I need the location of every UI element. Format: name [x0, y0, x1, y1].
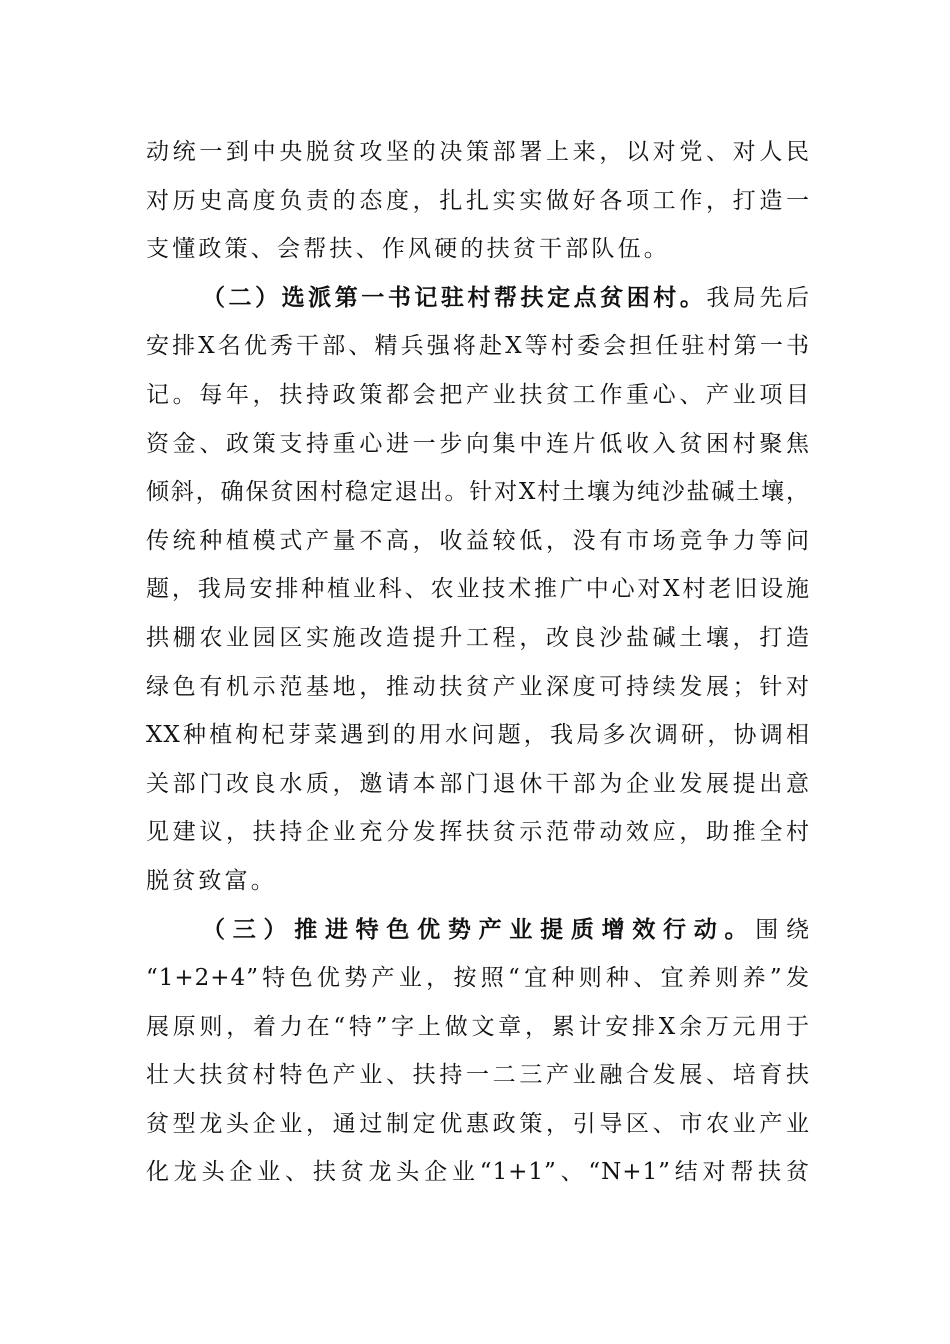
section-heading-rest: 围绕 [755, 916, 811, 943]
text-line: 倾斜，确保贫困村稳定退出。针对X村土壤为纯沙盐碱土壤， [146, 479, 810, 506]
text-line: 动统一到中央脱贫攻坚的决策部署上来，以对党、对人民 [146, 139, 810, 165]
text-line: 见建议，扶持企业充分发挥扶贫示范带动效应，助推全村 [146, 819, 810, 846]
text-line: 支懂政策、会帮扶、作风硬的扶贫干部队伍。 [146, 236, 670, 263]
section-heading: （二）选派第一书记驻村帮扶定点贫困村。 [202, 283, 707, 311]
section-first-line [146, 906, 810, 955]
text-line: 传统种植模式产量不高，收益较低，没有市场竞争力等问 [146, 527, 810, 554]
text-line: 安排X名优秀干部、精兵强将赴X等村委会担任驻村第一书 [146, 333, 810, 360]
paragraph-section-3 [146, 906, 810, 1198]
text-line: 脱贫致富。 [146, 867, 277, 894]
text-line: 资金、政策支持重心进一步向集中连片低收入贫困村聚焦 [146, 430, 810, 457]
section-heading-rest: 我局先后 [706, 284, 811, 311]
text-line: 绿色有机示范基地，推动扶贫产业深度可持续发展；针对 [146, 673, 810, 700]
document-body [146, 128, 810, 1197]
text-line: 对历史高度负责的态度，扎扎实实做好各项工作，打造一 [146, 187, 810, 214]
paragraph-section-2 [146, 274, 810, 906]
section-heading: （三）推进特色优势产业提质增效行动。 [202, 915, 756, 943]
text-line: XX种植枸杞芽菜遇到的用水问题，我局多次调研，协调相 [146, 722, 810, 749]
text-line: 化龙头企业、扶贫龙头企业“1+1”、“N+1”结对帮扶贫 [146, 1159, 810, 1186]
text-line: 拱棚农业园区实施改造提升工程，改良沙盐碱土壤，打造 [146, 624, 810, 651]
text-line: “1+2+4”特色优势产业，按照“宜种则种、宜养则养”发 [146, 965, 810, 992]
text-line: 展原则，着力在“特”字上做文章，累计安排X余万元用于 [146, 1013, 810, 1040]
text-line: 题，我局安排种植业科、农业技术推广中心对X村老旧设施 [146, 576, 810, 603]
text-line: 贫型龙头企业，通过制定优惠政策，引导区、市农业产业 [146, 1110, 810, 1137]
text-line: 记。每年，扶持政策都会把产业扶贫工作重心、产业项目 [146, 381, 810, 408]
text-line: 壮大扶贫村特色产业、扶持一二三产业融合发展、培育扶 [146, 1062, 810, 1089]
text-line: 关部门改良水质，邀请本部门退休干部为企业发展提出意 [146, 770, 810, 797]
section-first-line [146, 274, 810, 323]
paragraph-continuation [146, 128, 810, 274]
